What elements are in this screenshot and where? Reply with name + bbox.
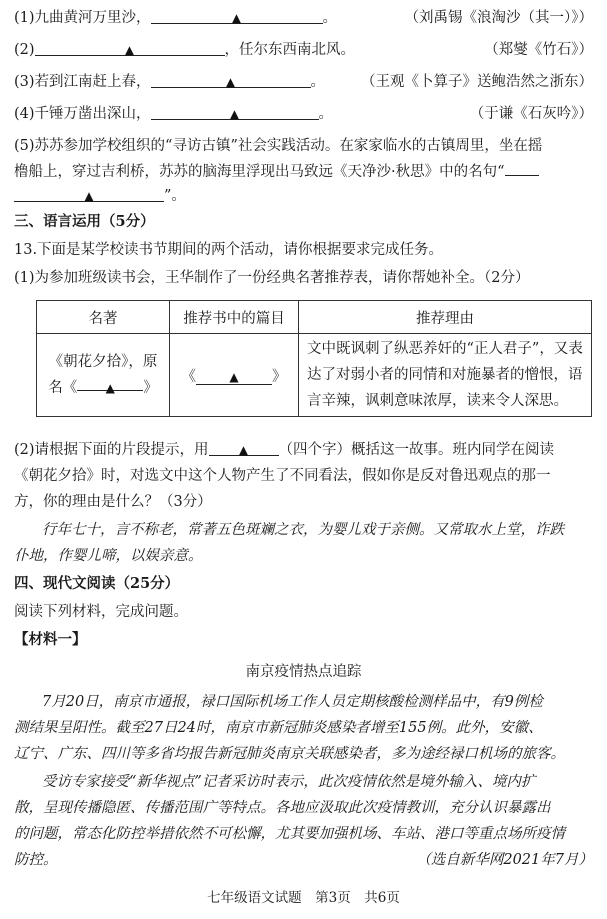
section-heading: 三、语言运用（5分） <box>14 213 155 230</box>
table-header: 名著 <box>37 301 170 334</box>
q12-item-5-line2 <box>14 160 593 182</box>
bracket-open: 名《 <box>48 380 78 396</box>
item-end: ”。 <box>164 188 186 204</box>
book-text: 《朝花夕拾》，原 <box>48 354 158 370</box>
reading-instruction: 阅读下列材料，完成问题。 <box>14 604 188 620</box>
item-source: （郑燮《竹石》） <box>484 42 593 58</box>
answer-blank[interactable] <box>77 375 143 395</box>
answer-blank[interactable] <box>14 186 164 202</box>
answer-blank[interactable] <box>209 440 279 456</box>
article-line: 的问题，常态化防控举措依然不可松懈，尤其要加强机场、车站、港口等重点场所疫情 <box>14 826 565 842</box>
q12-item-2 <box>14 40 593 60</box>
table-header: 推荐理由 <box>299 301 592 334</box>
answer-blank[interactable] <box>505 160 539 176</box>
article-source: （选自新华网2021年7月） <box>416 852 593 868</box>
article-line: 辽宁、广东、四川等多省均报告新冠肺炎南京关联感染者，多为途经禄口机场的旅客。 <box>14 746 565 762</box>
book-cell <box>37 334 170 417</box>
article-line: 测结果呈阳性。截至27日24时，南京市新冠肺炎感染者增至155例。此外，安徽、 <box>14 720 543 736</box>
article-line: 7月20日，南京市通报，禄口国际机场工作人员定期核酸检测样品中，有9例检 <box>42 694 543 710</box>
item-source: （王观《卜算子》送鲍浩然之浙东） <box>361 74 593 90</box>
q12-item-4 <box>14 104 593 124</box>
material-label: 【材料一】 <box>14 631 87 648</box>
item-text: ，任尔东西南北风。 <box>224 42 356 58</box>
item-source: （刘禹锡《浪淘沙（其一）》） <box>404 10 593 26</box>
table-header: 推荐书中的篇目 <box>170 301 299 334</box>
blank-triangle-icon: ▲ <box>229 369 239 384</box>
book-original-name <box>38 375 168 401</box>
item-number: (3) <box>14 74 35 90</box>
blank-triangle-icon: ▲ <box>229 107 240 121</box>
item-number: (1) <box>14 10 35 26</box>
item-source: （于谦《石灰吟》） <box>469 106 593 122</box>
item-number: (2) <box>14 42 35 58</box>
item-text: （四个字）概括这一故事。班内同学在阅读 <box>278 442 555 458</box>
bracket-close: 》 <box>143 380 158 396</box>
item-text: 橹船上，穿过吉利桥，苏苏的脑海里浮现出马致远《天净沙·秋思》中的名句“ <box>14 164 505 180</box>
answer-blank[interactable] <box>35 40 225 56</box>
item-end: 。 <box>310 74 326 90</box>
blank-triangle-icon: ▲ <box>105 381 115 395</box>
blank-triangle-icon: ▲ <box>225 75 236 89</box>
q12-item-1 <box>14 8 593 28</box>
item-end: 。 <box>318 106 334 122</box>
answer-blank[interactable] <box>151 8 323 24</box>
blank-triangle-icon: ▲ <box>238 443 249 457</box>
blank-triangle-icon: ▲ <box>84 189 94 203</box>
article-line: 受访专家接受“新华视点”记者采访时表示，此次疫情依然是境外输入、境内扩 <box>42 774 536 790</box>
excerpt-line: 仆地，作婴儿啼，以娱亲意。 <box>14 548 203 564</box>
recommendation-table <box>36 300 592 417</box>
item-text: 九曲黄河万里沙， <box>34 10 151 26</box>
excerpt-line: 行年七十，言不称老，常著五色斑斓之衣，为婴儿戏于亲侧。又常取水上堂，诈跌 <box>42 522 564 538</box>
section-heading: 四、现代文阅读（25分） <box>14 575 180 592</box>
article-line: 散，呈现传播隐匿、传播范围广等特点。各地应汲取此次疫情教训，充分认识暴露出 <box>14 800 551 816</box>
article-title: 南京疫情热点追踪 <box>245 664 362 680</box>
bracket-open: 《 <box>181 368 196 385</box>
item-number: (4) <box>14 106 35 122</box>
item-text: (2)请根据下面的片段提示，用 <box>14 442 209 458</box>
page-footer: 七年级语文试题 第3页 共6页 <box>207 890 400 906</box>
chapter-cell <box>170 334 299 417</box>
blank-triangle-icon: ▲ <box>231 11 242 25</box>
reason-cell <box>299 334 592 417</box>
q12-item-5-line3 <box>14 186 593 206</box>
question-13-2-line2: 《朝花夕拾》时，对选文中这个人物产生了不同看法，假如你是反对鲁迅观点的那一 <box>14 468 551 484</box>
reason-line: 文中既讽刺了纵恶养奸的“正人君子”，又表 <box>307 341 583 357</box>
question-13-2-line1 <box>14 440 593 460</box>
article-line <box>14 850 593 870</box>
item-end: 。 <box>322 10 338 26</box>
q12-item-5-line1: (5)苏苏参加学校组织的“寻访古镇”社会实践活动。在家家临水的古镇周里，坐在摇 <box>14 138 543 154</box>
question-13-1: (1)为参加班级读书会，王华制作了一份经典名著推荐表，请你帮她补全。（2分） <box>14 270 530 286</box>
question-13: 13.下面是某学校读书节期间的两个活动，请你根据要求完成任务。 <box>14 242 444 258</box>
answer-blank[interactable] <box>151 104 319 120</box>
table-row <box>37 334 592 417</box>
question-13-2-line3: 方，你的理由是什么？（3分） <box>14 494 212 510</box>
article-text: 防控。 <box>14 852 58 868</box>
item-text: 千锤万凿出深山， <box>34 106 151 122</box>
blank-triangle-icon: ▲ <box>124 43 135 57</box>
reason-line: 达了对弱小者的同情和对施暴者的憎恨，语 <box>307 367 583 383</box>
answer-blank[interactable] <box>151 72 311 88</box>
bracket-close: 》 <box>272 368 287 385</box>
q12-item-3 <box>14 72 593 92</box>
item-text: 若到江南赶上春， <box>34 74 151 90</box>
reason-line: 言辛辣，讽刺意味浓厚，读来令人深思。 <box>307 393 568 409</box>
table-header-row <box>37 301 592 334</box>
answer-blank[interactable] <box>196 369 272 385</box>
